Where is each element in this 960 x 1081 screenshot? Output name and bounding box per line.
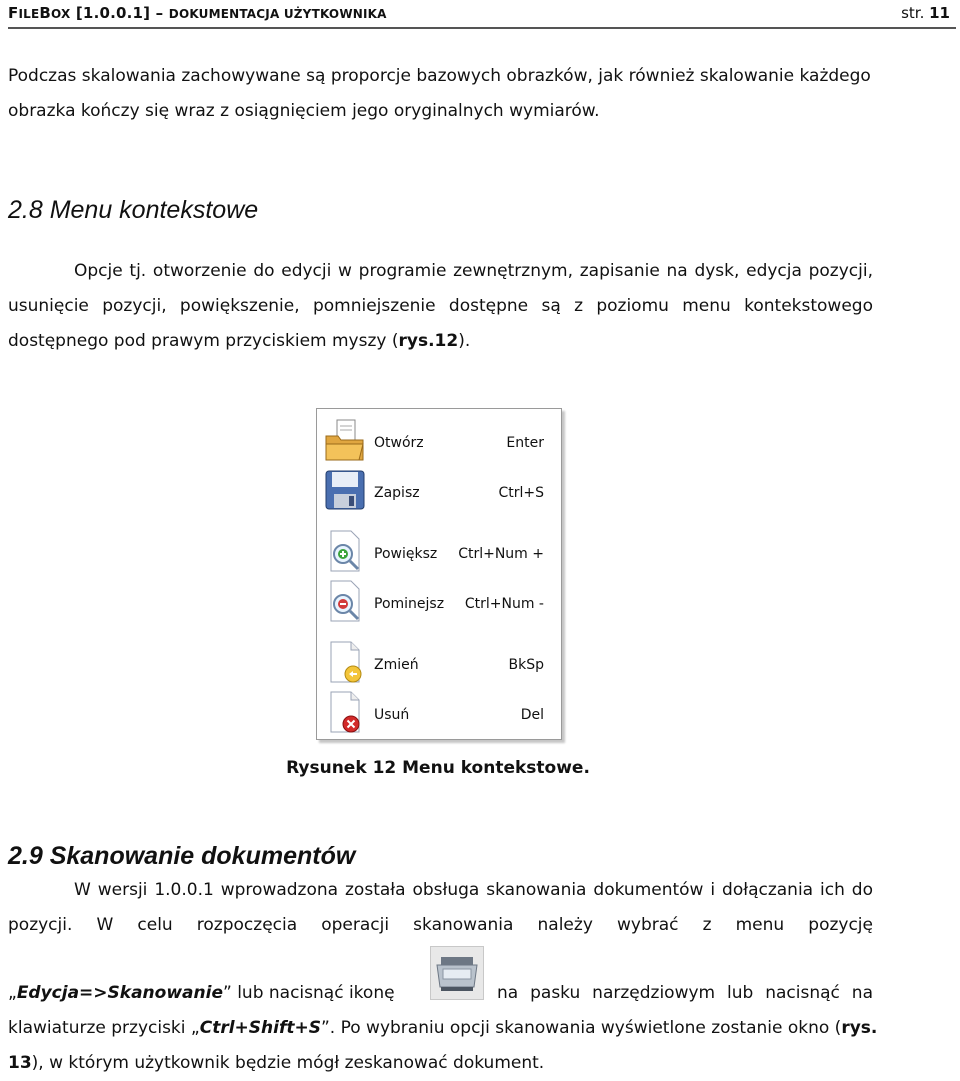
keyboard-shortcut: Ctrl+Shift+S (199, 1018, 321, 1038)
floppy-disk-icon (323, 468, 367, 512)
scanner-icon (430, 946, 484, 1000)
section-heading-2-9: 2.9 Skanowanie dokumentów (8, 842, 356, 870)
page-number: str. 11 (901, 4, 950, 22)
menu-item-zoom-in[interactable]: Powiększ Ctrl+Num + (317, 527, 561, 573)
menu-item-edit[interactable]: Zmień BkSp (317, 638, 561, 684)
figure-ref: rys. (841, 1018, 878, 1038)
zoom-out-icon (323, 579, 367, 623)
section-2-9-line3: „Edycja=>Skanowanie” lub nacisnąć ikonę (8, 983, 395, 1003)
section-2-8-paragraph: Opcje tj. otworzenie do edycji w programie zewnętrznym, zapisanie na dysk, edycja pozycji, usunięcie pozycji, powiększenie, pomniejszenie dostępne są z poziomu menu kontekstowego dostępnego pod prawym przyciskiem myszy (rys.12). (8, 261, 873, 351)
section-2-9-paragraph: W wersji 1.0.0.1 wprowadzona została obsługa skanowania dokumentów i dołączania ich do pozycji. W celu rozpoczęcia operacji skanowania należy wybrać z menu pozycję (8, 880, 873, 935)
menu-path: Edycja=>Skanowanie (16, 983, 223, 1003)
menu-item-zoom-out[interactable]: Pominejsz Ctrl+Num - (317, 577, 561, 623)
menu-item-delete[interactable]: Usuń Del (317, 688, 561, 734)
zoom-in-icon (323, 529, 367, 573)
context-menu (316, 408, 562, 740)
menu-item-save[interactable]: Zapisz Ctrl+S (317, 466, 561, 512)
menu-item-open[interactable]: Otwórz Enter (317, 416, 561, 462)
folder-open-icon (323, 418, 367, 462)
edit-document-icon (323, 640, 367, 684)
figure-ref: rys.12 (398, 331, 459, 351)
delete-document-icon (323, 690, 367, 734)
intro-paragraph: Podczas skalowania zachowywane są proporcje bazowych obrazków, jak również skalowanie każdego obrazka kończy się wraz z osiągnięciem jego oryginalnych wymiarów. (8, 66, 871, 121)
figure-caption: Rysunek 12 Menu kontekstowe. (286, 758, 590, 778)
document-title: FILEBOX [1.0.0.1] – DOKUMENTACJA UŻYTKOWNIKA (8, 4, 387, 22)
section-heading-2-8: 2.8 Menu kontekstowe (8, 196, 259, 224)
section-2-9-line4: klawiaturze przyciski „Ctrl+Shift+S”. Po wybraniu opcji skanowania wyświetlone zostanie okno (rys. 13), w którym użytkownik będzie mógł zeskanować dokument. (8, 1018, 878, 1073)
figure-ref-number: 13 (8, 1053, 32, 1073)
section-2-9-line3-end: na pasku narzędziowym lub nacisnąć na (497, 983, 873, 1003)
page-header (8, 2, 956, 29)
